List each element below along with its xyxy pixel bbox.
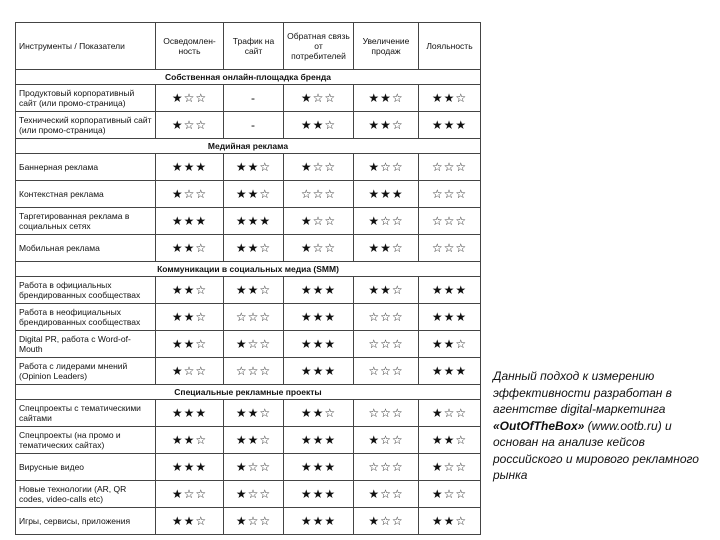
header-loyalty: Лояльность	[419, 23, 481, 70]
star-rating: ★☆☆	[224, 331, 284, 358]
section-row	[16, 139, 481, 154]
star-rating: ☆☆☆	[354, 400, 419, 427]
star-rating: ★★☆	[224, 154, 284, 181]
table-row	[16, 154, 481, 181]
table-row	[16, 85, 481, 112]
star-rating: ★★★	[284, 304, 354, 331]
star-rating: ★★☆	[224, 427, 284, 454]
star-rating: ☆☆☆	[224, 358, 284, 385]
table-header	[16, 23, 481, 70]
star-rating: ★★★	[156, 154, 224, 181]
star-rating: ★☆☆	[156, 181, 224, 208]
star-rating: ★☆☆	[156, 358, 224, 385]
star-rating: ★☆☆	[354, 208, 419, 235]
star-rating: ★★☆	[156, 235, 224, 262]
tool-name: Спецпроекты (на промо и тематических сайтах)	[16, 427, 156, 454]
methodology-note	[493, 368, 713, 484]
tool-name: Мобильная реклама	[16, 235, 156, 262]
star-rating: -	[224, 112, 284, 139]
star-rating: ★★★	[156, 400, 224, 427]
star-rating: ★★☆	[156, 277, 224, 304]
star-rating: ☆☆☆	[284, 181, 354, 208]
star-rating: ★★☆	[224, 400, 284, 427]
star-rating: ☆☆☆	[224, 304, 284, 331]
agency-name: «OutOfTheBox»	[493, 418, 585, 433]
star-rating: ★★☆	[224, 181, 284, 208]
tool-name: Работа в официальных брендированных сообществах	[16, 277, 156, 304]
star-rating: ★☆☆	[156, 112, 224, 139]
star-rating: ★★☆	[419, 331, 481, 358]
star-rating: ★★☆	[419, 85, 481, 112]
section-row	[16, 385, 481, 400]
section-title: Специальные рекламные проекты	[16, 385, 481, 400]
table-row	[16, 331, 481, 358]
section-title: Медийная реклама	[16, 139, 481, 154]
star-rating: ★★★	[284, 277, 354, 304]
section-row	[16, 70, 481, 85]
star-rating: ★☆☆	[284, 154, 354, 181]
star-rating: ★★☆	[284, 400, 354, 427]
star-rating: ★☆☆	[354, 508, 419, 535]
table-row	[16, 277, 481, 304]
star-rating: ★★★	[156, 208, 224, 235]
effectiveness-table-container	[15, 22, 480, 535]
tool-name: Работа в неофициальных брендированных сообществах	[16, 304, 156, 331]
star-rating: ☆☆☆	[354, 454, 419, 481]
star-rating: ★☆☆	[156, 481, 224, 508]
header-tools: Инструменты / Показатели	[16, 23, 156, 70]
tool-name: Контекстная реклама	[16, 181, 156, 208]
header-traffic: Трафик на сайт	[224, 23, 284, 70]
star-rating: ★★☆	[224, 277, 284, 304]
star-rating: ★★☆	[156, 508, 224, 535]
star-rating: ★★☆	[156, 304, 224, 331]
star-rating: ★★★	[224, 208, 284, 235]
star-rating: ★☆☆	[419, 454, 481, 481]
star-rating: ★☆☆	[224, 454, 284, 481]
star-rating: ☆☆☆	[419, 154, 481, 181]
table-body	[16, 70, 481, 535]
star-rating: ★☆☆	[284, 85, 354, 112]
star-rating: ★★☆	[419, 427, 481, 454]
tool-name: Баннерная реклама	[16, 154, 156, 181]
table-row	[16, 481, 481, 508]
header-sales: Увеличение продаж	[354, 23, 419, 70]
star-rating: ★★★	[284, 331, 354, 358]
star-rating: ★★★	[284, 358, 354, 385]
header-awareness: Осведомлен-ность	[156, 23, 224, 70]
table-row	[16, 181, 481, 208]
star-rating: ☆☆☆	[419, 235, 481, 262]
section-title: Коммуникации в социальных медиа (SMM)	[16, 262, 481, 277]
tool-name: Вирусные видео	[16, 454, 156, 481]
table-row	[16, 400, 481, 427]
star-rating: ★★☆	[354, 85, 419, 112]
star-rating: ★☆☆	[156, 85, 224, 112]
star-rating: ★★★	[419, 112, 481, 139]
tool-name: Новые технологии (AR, QR codes, video-calls etc)	[16, 481, 156, 508]
table-row	[16, 358, 481, 385]
table-row	[16, 508, 481, 535]
note-text-2: (www.ootb.ru) и основан на анализе кейсов российского и мирового рекламного рынка	[493, 418, 699, 482]
star-rating: ★★★	[354, 181, 419, 208]
star-rating: ★★☆	[156, 331, 224, 358]
star-rating: ★☆☆	[224, 508, 284, 535]
star-rating: ★★☆	[354, 277, 419, 304]
star-rating: ★★★	[419, 304, 481, 331]
star-rating: ★★★	[284, 481, 354, 508]
tool-name: Спецпроекты с тематическими сайтами	[16, 400, 156, 427]
effectiveness-table	[15, 22, 481, 535]
tool-name: Игры, сервисы, приложения	[16, 508, 156, 535]
tool-name: Работа с лидерами мнений (Opinion Leaders)	[16, 358, 156, 385]
star-rating: ★☆☆	[224, 481, 284, 508]
star-rating: ★★★	[284, 427, 354, 454]
star-rating: ★★☆	[156, 427, 224, 454]
star-rating: -	[224, 85, 284, 112]
section-title: Собственная онлайн-площадка бренда	[16, 70, 481, 85]
star-rating: ★★☆	[224, 235, 284, 262]
table-row	[16, 304, 481, 331]
star-rating: ★☆☆	[354, 481, 419, 508]
star-rating: ★☆☆	[284, 208, 354, 235]
star-rating: ★★☆	[354, 235, 419, 262]
star-rating: ☆☆☆	[419, 181, 481, 208]
star-rating: ★★★	[284, 508, 354, 535]
star-rating: ★☆☆	[419, 400, 481, 427]
table-row	[16, 208, 481, 235]
star-rating: ☆☆☆	[354, 331, 419, 358]
star-rating: ☆☆☆	[354, 304, 419, 331]
star-rating: ★☆☆	[284, 235, 354, 262]
star-rating: ★☆☆	[354, 154, 419, 181]
table-row	[16, 112, 481, 139]
tool-name: Технический корпоративный сайт (или промо-страница)	[16, 112, 156, 139]
star-rating: ★★☆	[284, 112, 354, 139]
star-rating: ★★☆	[354, 112, 419, 139]
star-rating: ☆☆☆	[419, 208, 481, 235]
star-rating: ★★★	[284, 454, 354, 481]
star-rating: ☆☆☆	[354, 358, 419, 385]
section-row	[16, 262, 481, 277]
star-rating: ★★★	[419, 277, 481, 304]
table-row	[16, 427, 481, 454]
table-row	[16, 454, 481, 481]
header-feedback: Обратная связь от потребителей	[284, 23, 354, 70]
star-rating: ★☆☆	[354, 427, 419, 454]
tool-name: Таргетированная реклама в социальных сетях	[16, 208, 156, 235]
table-row	[16, 235, 481, 262]
star-rating: ★★★	[156, 454, 224, 481]
star-rating: ★★★	[419, 358, 481, 385]
star-rating: ★☆☆	[419, 481, 481, 508]
star-rating: ★★☆	[419, 508, 481, 535]
tool-name: Digital PR, работа с Word-of-Mouth	[16, 331, 156, 358]
note-text-1: Данный подход к измерению эффективности разработан в агентстве digital-маркетинга	[493, 369, 672, 416]
tool-name: Продуктовый корпоративный сайт (или промо-страница)	[16, 85, 156, 112]
